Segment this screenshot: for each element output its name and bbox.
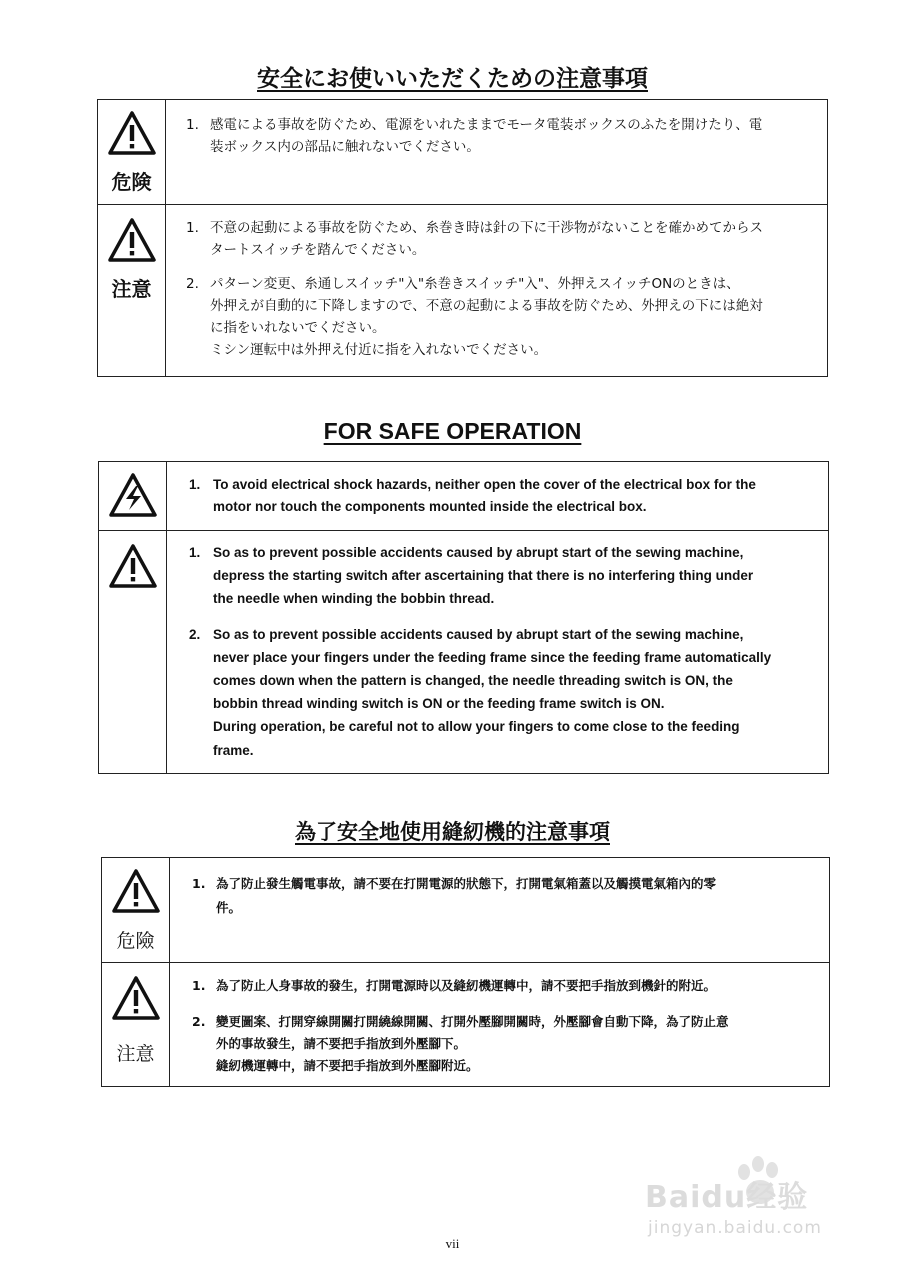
item-text-line: motor nor touch the components mounted inside the electrical box. [213, 499, 647, 514]
zh-danger-row [102, 858, 829, 962]
item-text-line: 外押えが自動的に下降しますので、不意の起動による事故を防ぐため、外押えの下には絶対 [210, 298, 763, 314]
zh-danger-items [192, 872, 716, 920]
item-number: 2. [186, 276, 199, 292]
item-text-line: タートスイッチを踏んでください。 [210, 242, 426, 258]
item-number: 1. [192, 978, 206, 993]
item-text-line: frame. [213, 742, 254, 758]
item-text-line: comes down when the pattern is changed, the needle threading switch is ON, the [213, 673, 733, 689]
watermark-url: jingyan.baidu.com [648, 1218, 822, 1238]
item-text-line: 装ボックス内の部品に触れないでください。 [210, 139, 480, 155]
jp-title: 安全にお使いいただくための注意事項 [257, 66, 648, 92]
item-text-line: 為了防止人身事故的發生，打開電源時以及縫紉機運轉中，請不要把手指放到機針的附近。 [216, 978, 717, 993]
item-number: 1. [192, 876, 206, 891]
en-title: FOR SAFE OPERATION [323, 418, 582, 444]
zh-caution-row [102, 962, 829, 1086]
item-text-line: 變更圖案、打開穿線開關打開繞線開關、打開外壓腳開關時，外壓腳會自動下降，為了防止意 [216, 1014, 729, 1029]
en-danger-row [99, 462, 828, 530]
watermark-brand: Baidu经验 [645, 1180, 809, 1215]
item-text-line: depress the starting switch after ascertaining that there is no interfering thing under [213, 568, 754, 584]
danger-label: 危險 [116, 930, 155, 952]
page-number: vii [445, 1236, 460, 1251]
item-text-line: During operation, be careful not to allow your fingers to come close to the feeding [213, 719, 740, 735]
caution-label: 注意 [116, 1043, 155, 1065]
caution-label: 注意 [111, 277, 152, 301]
en-caution-icon-cell [99, 531, 167, 773]
list-item [186, 273, 763, 361]
item-text-line: the needle when winding the bobbin thread. [213, 591, 495, 607]
item-text-line: 不意の起動による事故を防ぐため、糸巻き時は針の下に干渉物がないことを確かめてからス [210, 220, 763, 236]
item-text-line: 縫紉機運轉中，請不要把手指放到外壓腳附近。 [216, 1058, 479, 1073]
item-number: 1. [186, 220, 199, 236]
warning-triangle-icon [112, 868, 160, 914]
zh-safety-table [101, 857, 830, 1087]
list-item [186, 217, 763, 261]
item-text-line: 為了防止發生觸電事故，請不要在打開電源的狀態下，打開電氣箱蓋以及觸摸電氣箱內的零 [216, 876, 717, 891]
item-text-line: To avoid electrical shock hazards, neither open the cover of the electrical box for the [213, 477, 756, 492]
jp-danger-icon-cell [98, 100, 166, 204]
item-text-line: に指をいれないでください。 [210, 320, 386, 336]
list-item [189, 623, 771, 762]
zh-title: 為了安全地使用縫紉機的注意事項 [295, 820, 610, 844]
item-number: 2. [192, 1014, 206, 1029]
zh-danger-icon-cell [102, 858, 170, 962]
list-item [189, 541, 771, 611]
list-item [189, 474, 756, 518]
en-caution-row [99, 530, 828, 773]
item-text-line: 外的事故發生，請不要把手指放到外壓腳下。 [216, 1036, 467, 1051]
item-text-line: パターン変更、糸通しスイッチ"入"糸巻きスイッチ"入"、外押えスイッチONのときは、 [210, 276, 740, 292]
item-text-line: So as to prevent possible accidents caused by abrupt start of the sewing machine, [213, 626, 744, 642]
jp-danger-items [186, 114, 762, 158]
jp-caution-row [98, 204, 827, 376]
danger-label: 危険 [111, 170, 152, 194]
warning-triangle-icon [108, 110, 156, 156]
zh-caution-icon-cell [102, 963, 170, 1086]
item-number: 1. [189, 545, 201, 560]
list-item [186, 114, 762, 158]
jp-caution-icon-cell [98, 205, 166, 376]
warning-triangle-icon [108, 217, 156, 263]
item-number: 1. [186, 117, 199, 133]
jp-safety-table [97, 99, 828, 377]
item-text-line: ミシン運転中は外押え付近に指を入れないでください。 [210, 342, 548, 358]
en-danger-items [189, 474, 756, 518]
zh-caution-items [192, 975, 729, 1077]
electric-shock-icon [109, 472, 157, 518]
item-text-line: never place your fingers under the feeding frame since the feeding frame automatically [213, 649, 772, 665]
item-number: 1. [189, 477, 201, 492]
list-item [192, 1011, 729, 1077]
item-number: 2. [189, 626, 201, 642]
list-item [192, 975, 729, 997]
item-text-line: bobbin thread winding switch is ON or the feeding frame switch is ON. [213, 696, 665, 712]
list-item [192, 872, 716, 920]
item-text-line: 件。 [216, 900, 242, 915]
jp-danger-row [98, 100, 827, 204]
jp-caution-items [186, 217, 763, 361]
en-caution-items [189, 541, 771, 762]
en-danger-icon-cell [99, 462, 167, 530]
item-text-line: 感電による事故を防ぐため、電源をいれたままでモータ電装ボックスのふたを開けたり、電 [210, 117, 763, 133]
en-safety-table [98, 461, 829, 774]
warning-triangle-icon [109, 543, 157, 589]
item-text-line: So as to prevent possible accidents caused by abrupt start of the sewing machine, [213, 545, 744, 560]
warning-triangle-icon [112, 975, 160, 1021]
